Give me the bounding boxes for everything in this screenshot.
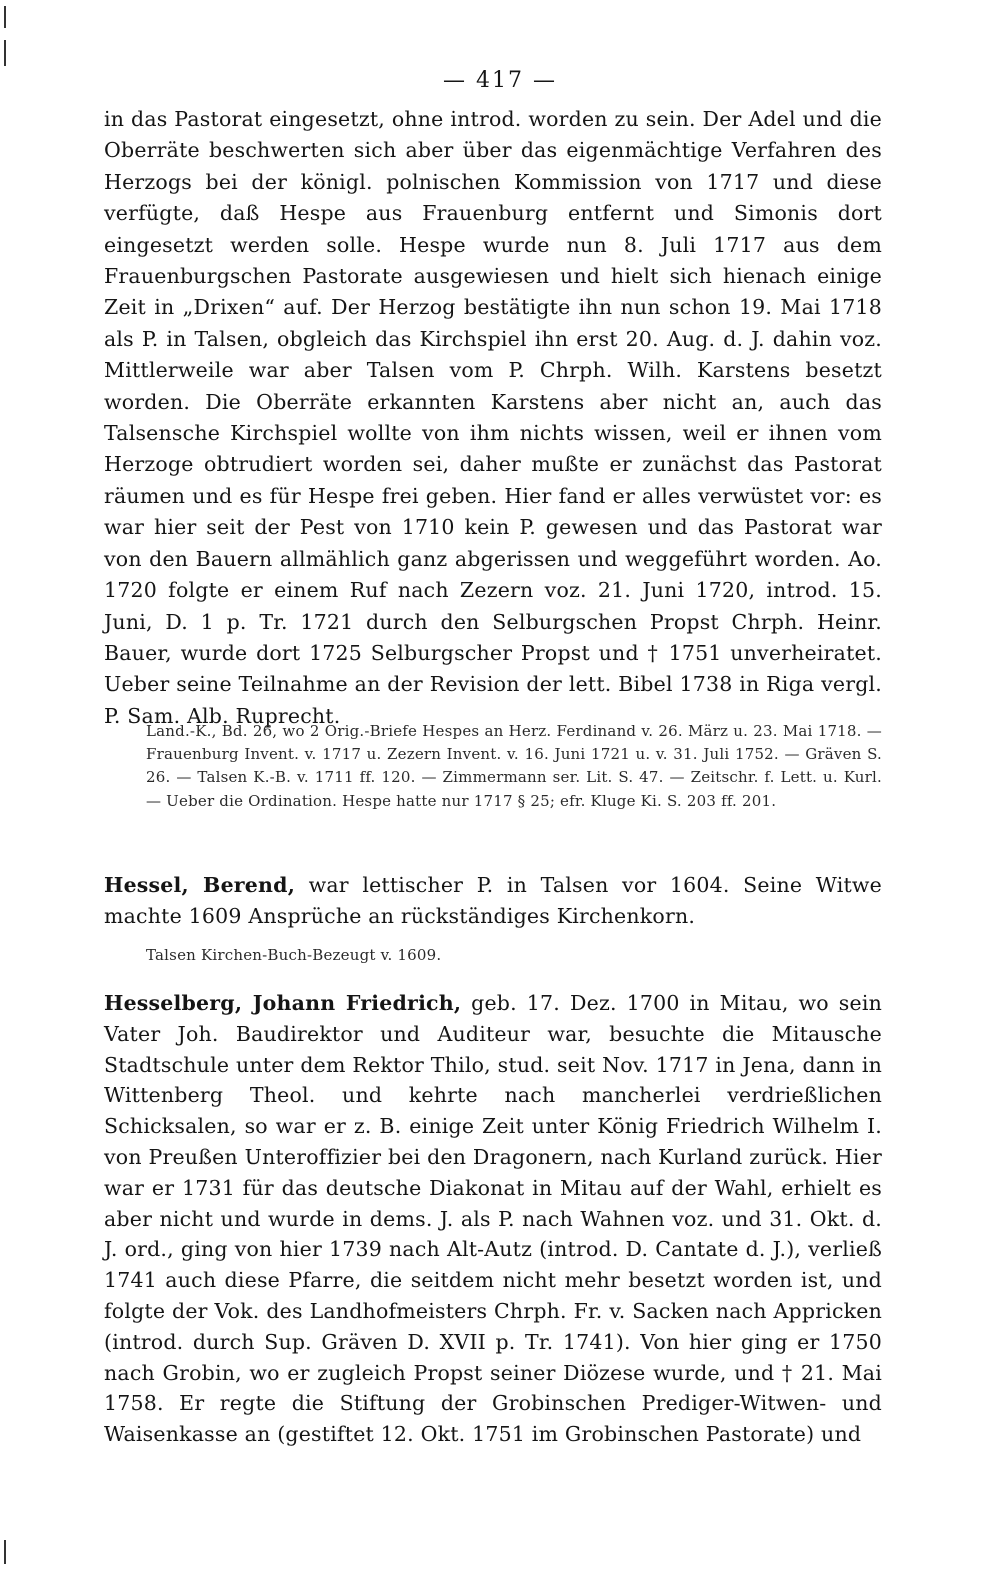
entry-hessel <box>104 870 882 933</box>
entry-name: Hesselberg, Johann Friedrich, <box>104 991 462 1015</box>
scan-edge-mark-middle <box>4 40 6 66</box>
scan-edge-mark-bottom <box>4 1540 6 1564</box>
entry-sources: Land.-K., Bd. 26, wo 2 Orig.-Briefe Hespes an Herz. Ferdinand v. 26. März u. 23. Mai 1718. — Frauenburg Invent. v. 1717 u. Zezern Invent. v. 16. Juni 1721 u. v. 31. Juli 1752. — Gräven S. 26. — Talsen K.-B. v. 1711 ff. 120. — Zimmermann ser. Lit. S. 47. — Zeitschr. f. Lett. u. Kurl. — Ueber die Ordination. Hespe hatte nur 1717 § 25; efr. Kluge Ki. S. 203 ff. 201. <box>146 722 882 810</box>
page-number: — 417 — <box>443 68 557 93</box>
scan-edge-mark-top <box>4 6 6 28</box>
entry-sources: Talsen Kirchen-Buch-Bezeugt v. 1609. <box>146 946 442 964</box>
entry-hesselberg <box>104 988 882 1450</box>
entry-text: war lettischer P. in Talsen vor 1604. Seine Witwe machte 1609 Ansprüche an rückständiges Kirchenkorn. <box>104 873 882 929</box>
entry-text: in das Pastorat eingesetzt, ohne introd. worden zu sein. Der Adel und die Oberräte beschwerten sich aber über das eigenmächtige Verfahren des Herzogs bei der königl. polnischen Kommission von 1717 und diese verfügte, daß Hespe aus Frauenburg entfernt und Simonis dort eingesetzt werden solle. Hespe wurde nun 8. Juli 1717 aus dem Frauenburgschen Pastorate ausgewiesen und hielt sich hienach einige Zeit in „Drixen“ auf. Der Herzog bestätigte ihn nun schon 19. Mai 1718 als P. in Talsen, obgleich das Kirchspiel ihn erst 20. Aug. d. J. dahin voz. Mittlerweile war aber Talsen vom P. Chrph. Wilh. Karstens besetzt worden. Die Oberräte erkannten Karstens aber nicht an, auch das Talsensche Kirchspiel wollte von ihm nichts wissen, weil er ihnen vom Herzoge obtrudiert worden sei, daher mußte er zunächst das Pastorat räumen und es für Hespe frei geben. Hier fand er alles verwüstet vor: es war hier seit der Pest von 1710 kein P. gewesen und das Pastorat war von den Bauern allmählich ganz abgerissen und weggeführt worden. Ao. 1720 folgte er einem Ruf nach Zezern voz. 21. Juni 1720, introd. 15. Juni, D. 1 p. Tr. 1721 durch den Selburgschen Propst Chrph. Heinr. Bauer, wurde dort 1725 Selburgscher Propst und † 1751 unverheiratet. Ueber seine Teilnahme an der Revision der lett. Bibel 1738 in Riga vergl. P. Sam. Alb. Ruprecht. <box>104 107 882 728</box>
entry-continuation-paragraph <box>104 104 882 732</box>
entry-name: Hessel, Berend, <box>104 873 296 897</box>
entry-text: geb. 17. Dez. 1700 in Mitau, wo sein Vater Joh. Baudirektor und Auditeur war, besuchte die Mitausche Stadtschule unter dem Rektor Thilo, stud. seit Nov. 1717 in Jena, dann in Wittenberg Theol. und kehrte nach mancherlei verdrießlichen Schicksalen, so war er z. B. einige Zeit unter König Friedrich Wilhelm I. von Preußen Unteroffizier bei den Dragonern, nach Kurland zurück. Hier war er 1731 für das deutsche Diakonat in Mitau auf der Wahl, erhielt es aber nicht und wurde in dems. J. als P. nach Wahnen voz. und 31. Okt. d. J. ord., ging von hier 1739 nach Alt-Autz (introd. D. Cantate d. J.), verließ 1741 auch diese Pfarre, die seitdem nicht mehr besetzt worden ist, und folgte der Vok. des Landhofmeisters Chrph. Fr. v. Sacken nach Appricken (introd. durch Sup. Gräven D. XVII p. Tr. 1741). Von hier ging er 1750 nach Grobin, wo er zugleich Propst seiner Diözese wurde, und † 21. Mai 1758. Er regte die Stiftung der Grobinschen Prediger-Witwen- und Waisenkasse an (gestiftet 12. Okt. 1751 im Grobinschen Pastorate) und <box>104 991 883 1447</box>
